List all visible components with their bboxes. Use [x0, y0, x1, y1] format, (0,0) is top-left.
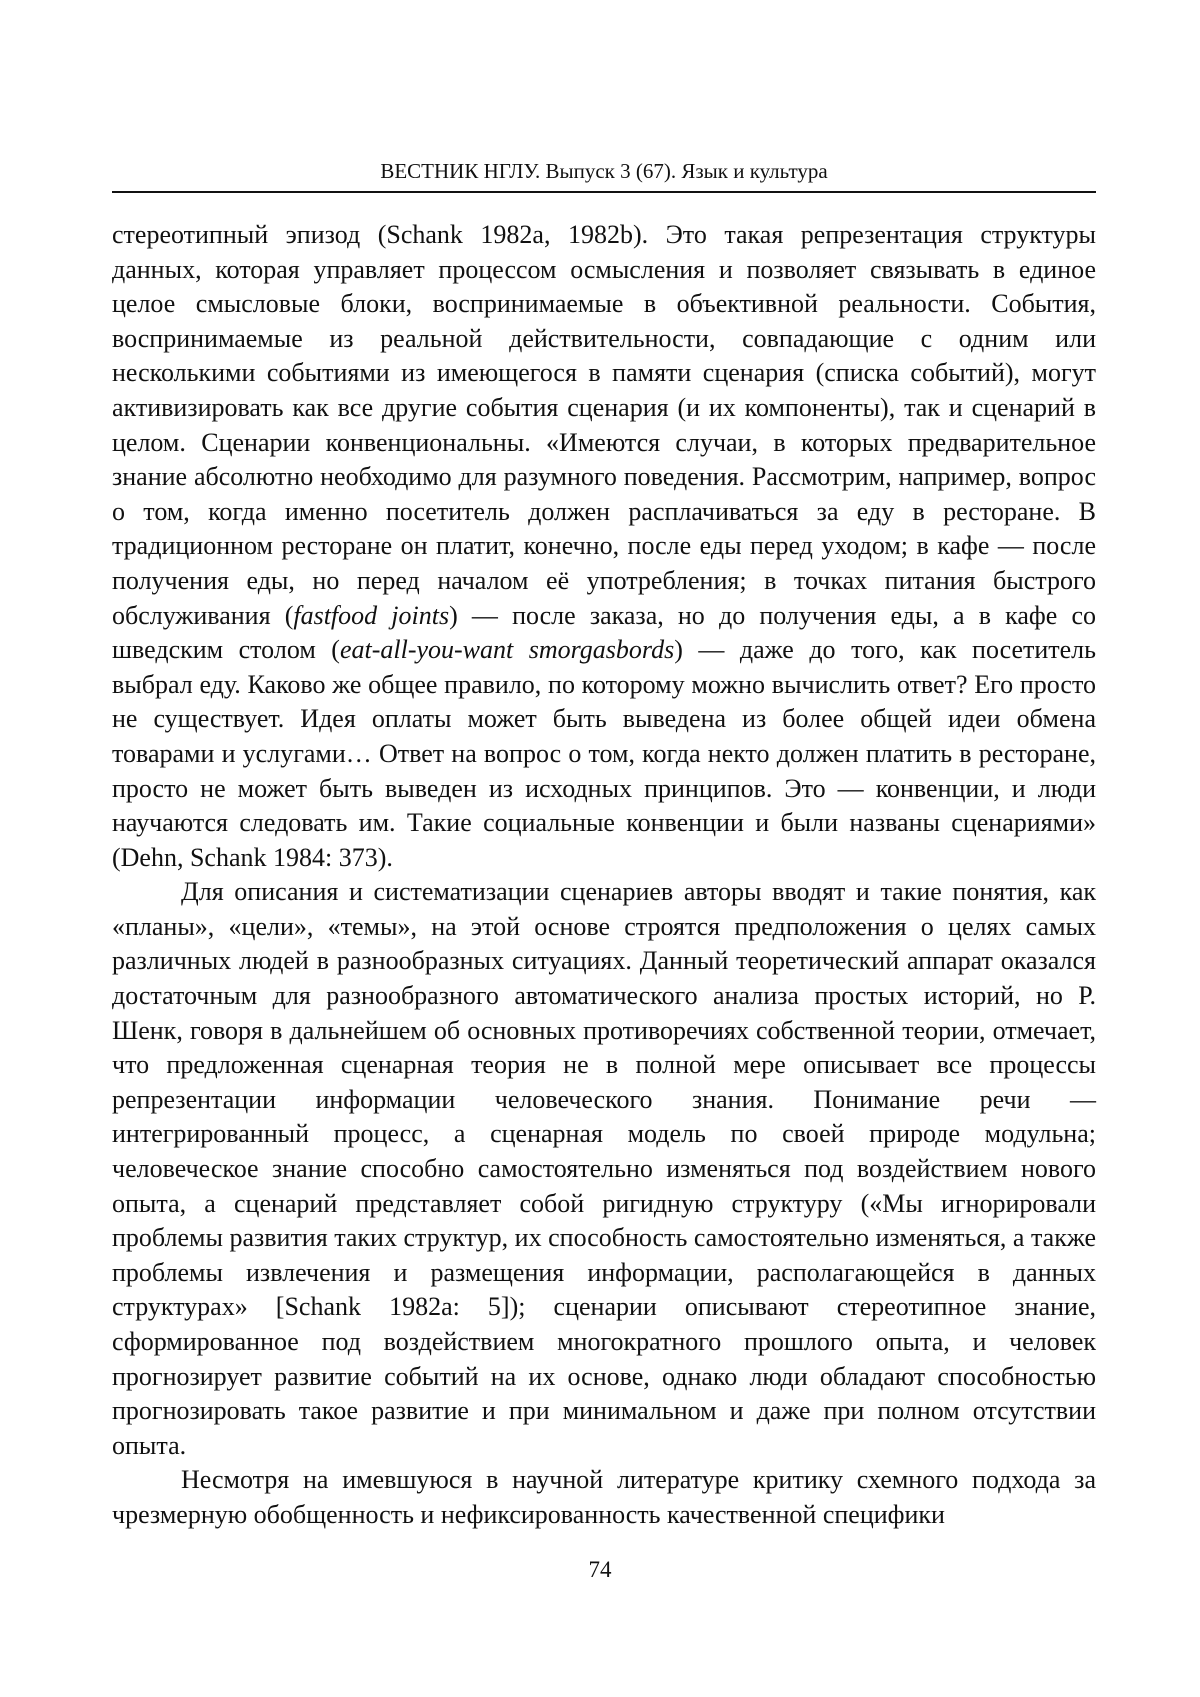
paragraph-1-italic-fastfood: fastfood joints: [293, 601, 449, 630]
paragraph-1: [112, 218, 1096, 875]
paragraph-2-text: Для описания и систематизации сценариев авторы вводят и такие понятия, как «планы», «цели», «темы», на этой основе строятся предположения о целях самых различных людей в разнообразных ситуациях. Данный теоретический аппарат оказался достаточным для разнообразного автоматического анализа простых историй, но Р. Шенк, говоря в дальнейшем об основных противоречиях собственной теории, отмечает, что предложенная сценарная теория не в полной мере описывает все процессы репрезентации информации человеческого знания. Понимание речи — интегрированный процесс, а сценарная модель по своей природе модульна; человеческое знание способно самостоятельно изменяться под воздействием нового опыта, а сценарий представляет собой ригидную структуру («Мы игнорировали проблемы развития таких структур, их способность самостоятельно изменяться, а также проблемы извлечения и размещения информации, располагающейся в данных структурах» [Schank 1982a: 5]); сценарии описывают стереотипное знание, сформированное под воздействием многократного прошлого опыта, и человек прогнозирует развитие событий на их основе, однако люди обладают способностью прогнозировать такое развитие и при минимальном и даже при полном отсутствии опыта.: [112, 877, 1096, 1460]
paragraph-1-text-2: ) — после заказа, но до получения еды, а в кафе со шведским столом (: [112, 601, 1096, 665]
document-page: [0, 0, 1200, 1697]
paragraph-1-text-3: ) — даже до того, как посетитель выбрал еду. Каково же общее правило, по которому можно вычислить ответ? Его просто не существует. Идея оплаты может быть выведена из более общей идеи обмена товарами и услугами… Ответ на вопрос о том, когда некто должен платить в ресторане, просто не может быть выведен из исходных принципов. Это — конвенции, и люди научаются следовать им. Такие социальные конвенции и были названы сценариями» (Dehn, Schank 1984: 373).: [112, 635, 1096, 872]
paragraph-3-text: Несмотря на имевшуюся в научной литературе критику схемного подхода за чрезмерную обобщенность и нефиксированность качественной специфики: [112, 1465, 1096, 1529]
header-rule: [112, 191, 1096, 193]
paragraph-1-italic-smorgasbords: eat-all-you-want smorgasbords: [340, 635, 674, 664]
running-header: ВЕСТНИК НГЛУ. Выпуск 3 (67). Язык и культура: [112, 158, 1096, 184]
paragraph-2: [112, 875, 1096, 1463]
page-number: 74: [0, 1556, 1200, 1584]
paragraph-3: [112, 1463, 1096, 1532]
paragraph-1-text-1: стереотипный эпизод (Schank 1982a, 1982b). Это такая репрезентация структуры данных, которая управляет процессом осмысления и позволяет связывать в единое целое смысловые блоки, воспринимаемые в объективной реальности. События, воспринимаемые из реальной действительности, совпадающие с одним или несколькими событиями из имеющегося в памяти сценария (списка событий), могут активизировать как все другие события сценария (и их компоненты), так и сценарий в целом. Сценарии конвенциональны. «Имеются случаи, в которых предварительное знание абсолютно необходимо для разумного поведения. Рассмотрим, например, вопрос о том, когда именно посетитель должен расплачиваться за еду в ресторане. В традиционном ресторане он платит, конечно, после еды перед уходом; в кафе — после получения еды, но перед началом её употребления; в точках питания быстрого обслуживания (: [112, 220, 1096, 630]
body-text: [112, 218, 1096, 1533]
